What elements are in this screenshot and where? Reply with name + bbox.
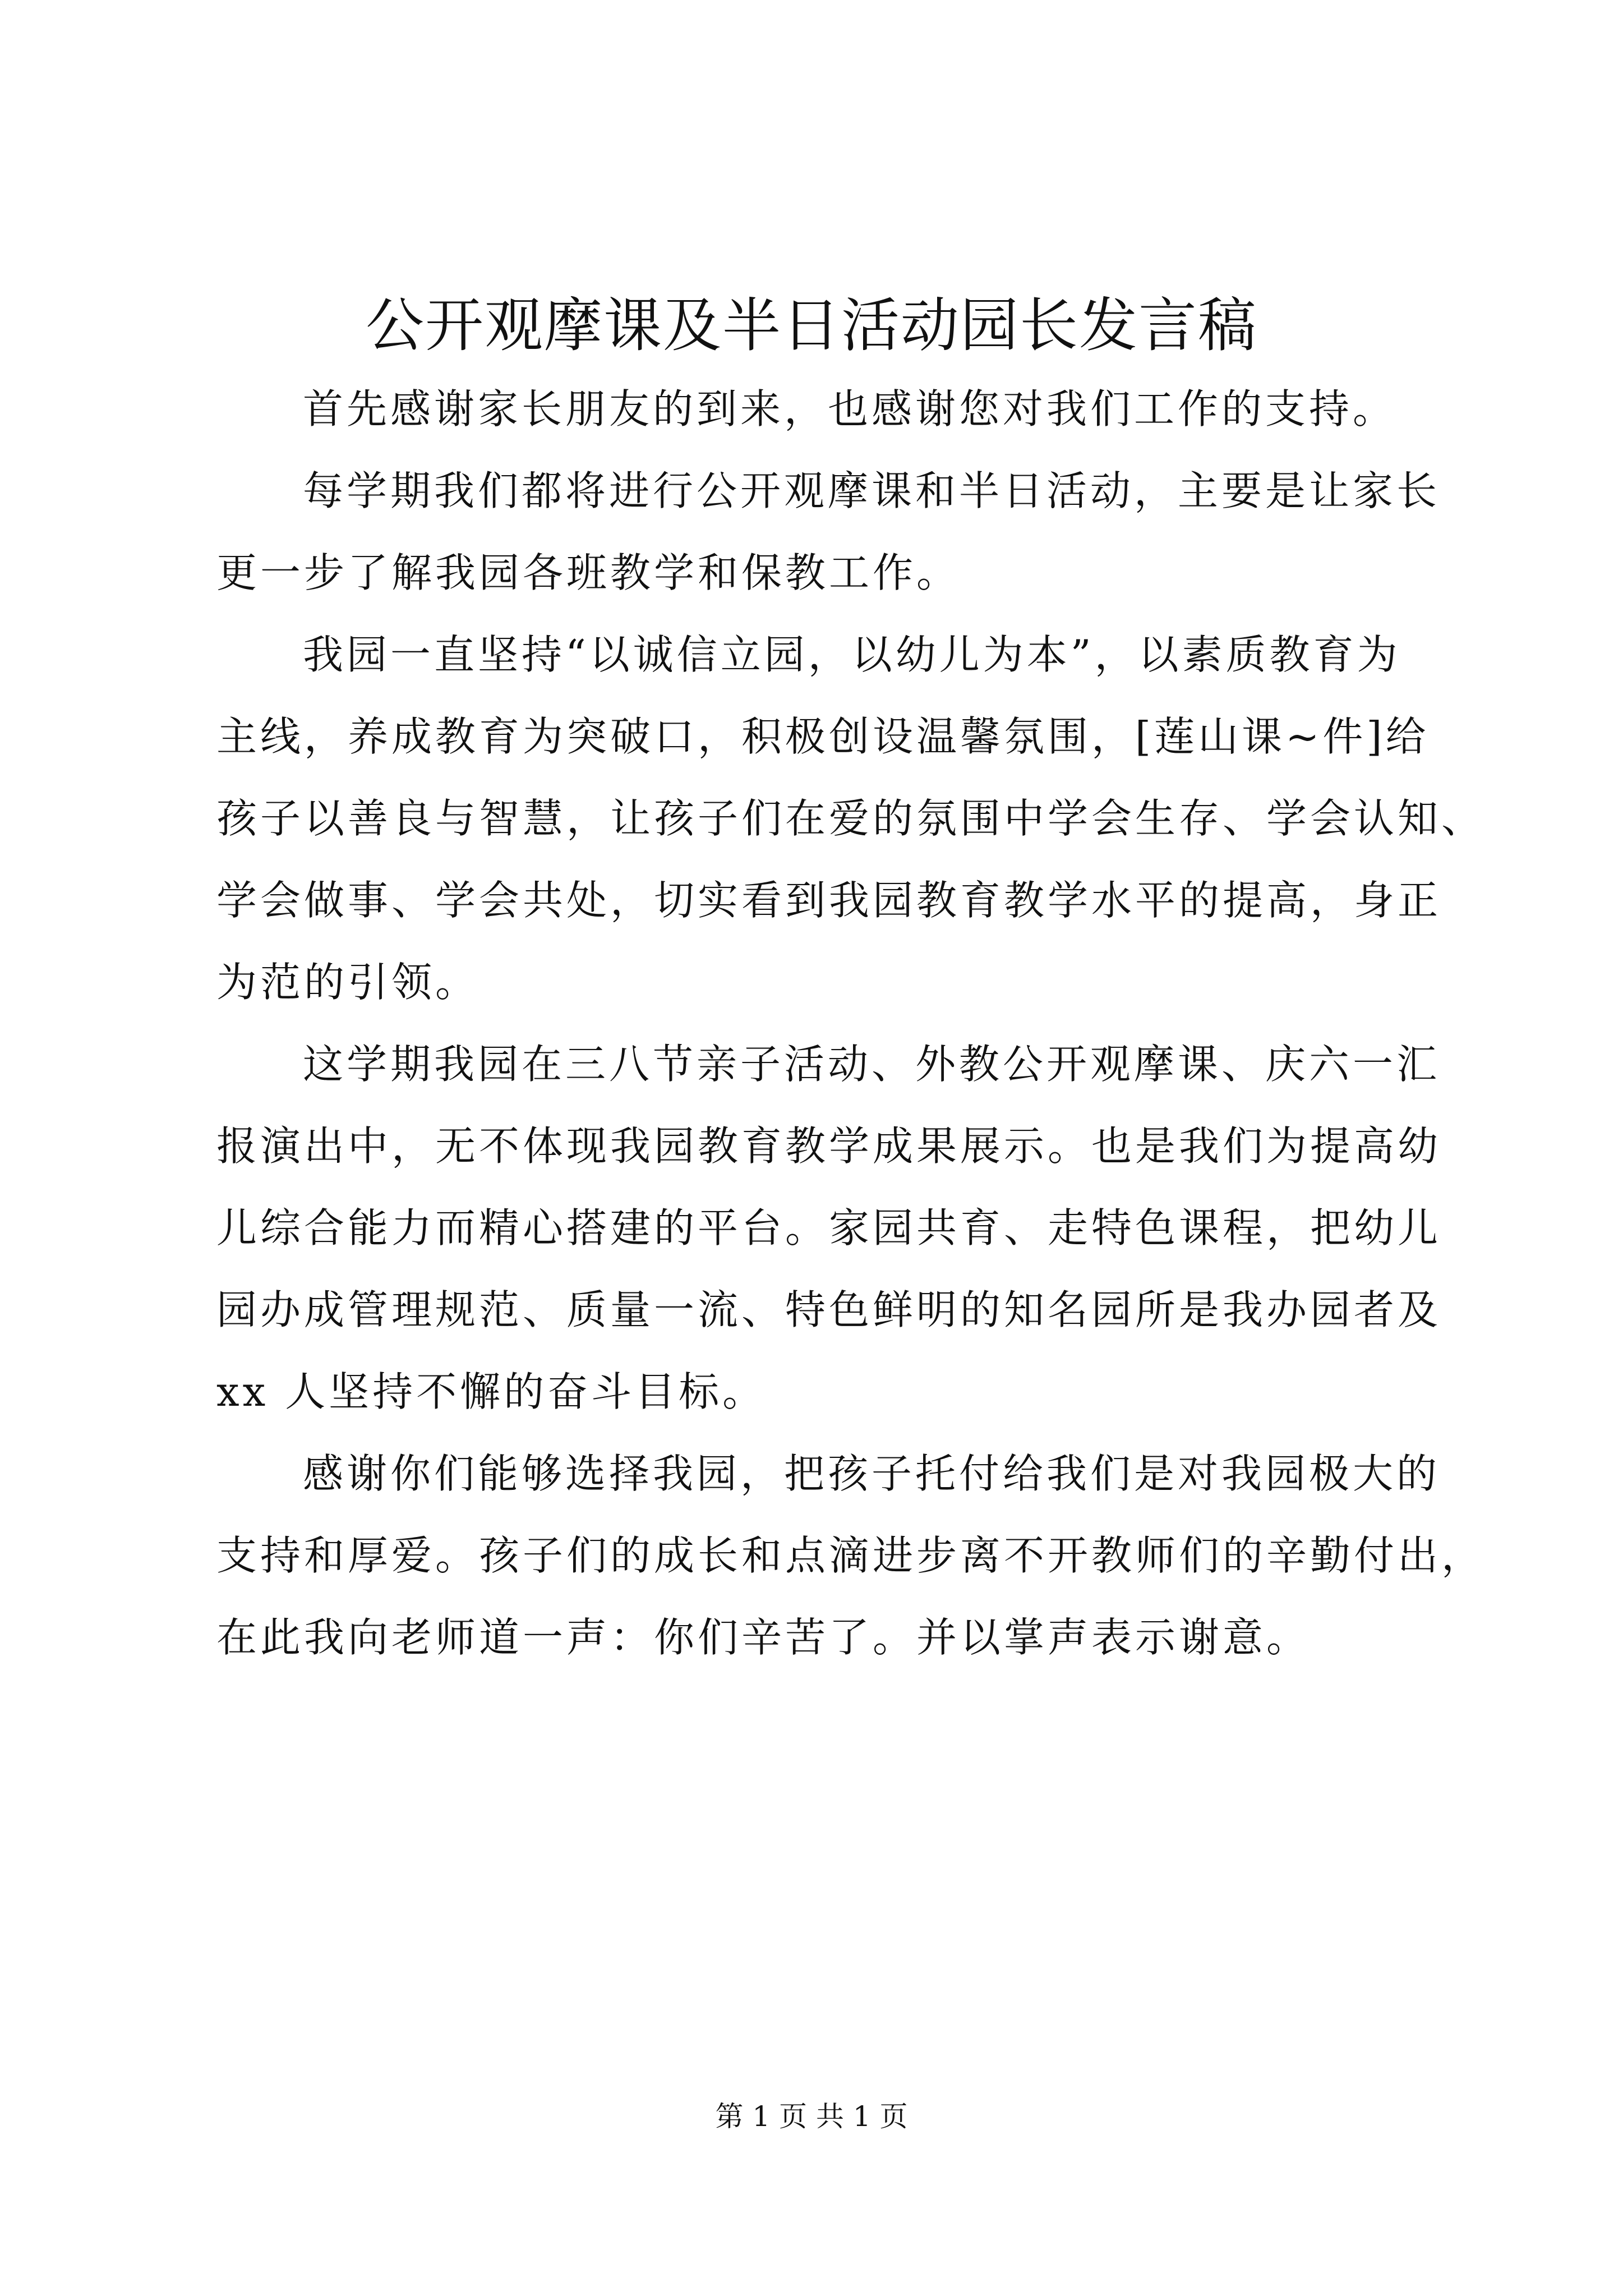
- paragraph-line: 我园一直坚持“以诚信立园，以幼儿为本”，以素质教育为: [303, 631, 1401, 678]
- paragraph-line: 每学期我们都将进行公开观摩课和半日活动，主要是让家长: [303, 467, 1441, 514]
- paragraph-line: 园办成管理规范、质量一流、特色鲜明的知名园所是我办园者及: [216, 1286, 1442, 1333]
- paragraph-1: [216, 368, 1407, 450]
- paragraph-line: 为范的引领。: [216, 959, 479, 1006]
- paragraph-line: xx 人坚持不懈的奋斗目标。: [216, 1368, 767, 1415]
- document-body: [216, 368, 1486, 1678]
- paragraph-line: 在此我向老师道一声：你们辛苦了。并以掌声表示谢意。: [216, 1614, 1311, 1661]
- paragraph-line: 这学期我园在三八节亲子活动、外教公开观摩课、庆六一汇: [303, 1041, 1441, 1088]
- paragraph-line: 主线，养成教育为突破口，积极创设温馨氛围，[莲山课~件]给: [216, 713, 1430, 760]
- document-title: 公开观摩课及半日活动园长发言稿: [365, 291, 1257, 360]
- paragraph-line: 儿综合能力而精心搭建的平台。家园共育、走特色课程，把幼儿: [216, 1204, 1442, 1251]
- page-number-footer: 第 1 页 共 1 页: [715, 2100, 908, 2133]
- paragraph-line: 学会做事、学会共处，切实看到我园教育教学水平的提高，身正: [216, 877, 1442, 924]
- paragraph-line: 孩子以善良与智慧，让孩子们在爱的氛围中学会生存、学会认知、: [216, 795, 1486, 842]
- paragraph-line: 报演出中，无不体现我园教育教学成果展示。也是我们为提高幼: [216, 1122, 1442, 1170]
- paragraph-3: [216, 614, 1486, 1023]
- paragraph-line: 支持和厚爱。孩子们的成长和点滴进步离不开教师们的辛勤付出，: [216, 1532, 1486, 1579]
- paragraph-4: [216, 1023, 1442, 1433]
- paragraph-line: 首先感谢家长朋友的到来，也感谢您对我们工作的支持。: [303, 385, 1397, 432]
- paragraph-2: [216, 450, 1441, 614]
- paragraph-5: [216, 1433, 1486, 1678]
- paragraph-line: 感谢你们能够选择我园，把孩子托付给我们是对我园极大的: [303, 1450, 1441, 1497]
- paragraph-line: 更一步了解我园各班教学和保教工作。: [216, 549, 961, 596]
